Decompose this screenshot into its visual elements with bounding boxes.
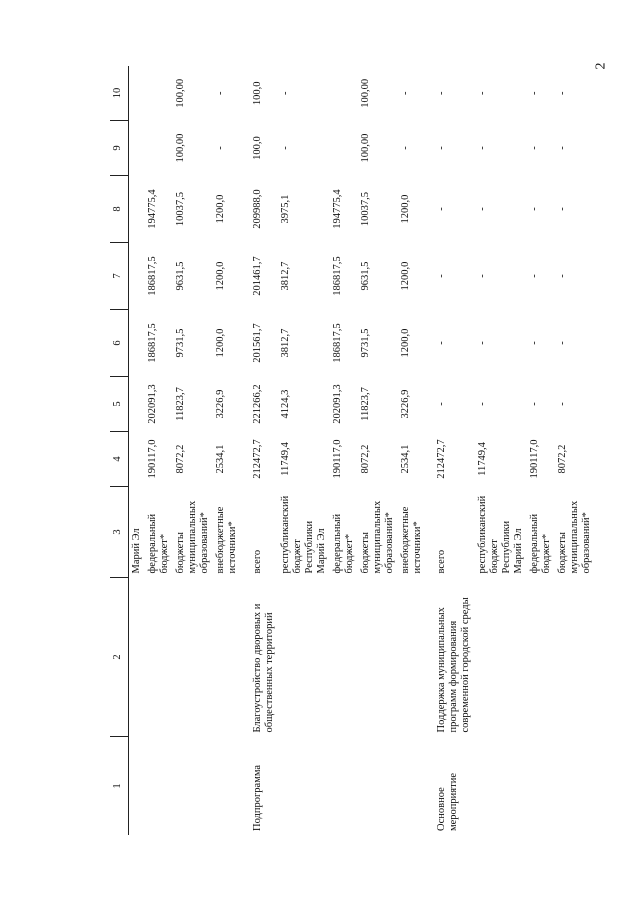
value-cell [129,66,146,121]
cell-c2 [330,578,358,737]
page-number: 2 [593,62,609,70]
value-cell: 9631,5 [360,261,371,291]
value-cell: - [476,341,488,345]
value-cell: 11749,4 [476,442,488,476]
value-cell: - [528,341,540,345]
value-cell: 201561,7 [251,323,263,363]
value-cell: - [400,146,412,150]
value-cell: - [279,146,291,150]
value-cell: - [476,91,488,95]
cell-c1: Подпрограмма [251,764,263,831]
value-cell [129,310,146,377]
cell-c3: бюджеты муниципальных образований* [360,500,396,574]
cell-c2: Благоустройство дворовых и общественных территорий [251,603,275,733]
value-cell: 221266,2 [251,384,263,424]
value-cell: 3975,1 [279,194,291,224]
cell-c1 [330,737,358,836]
value-cell: 3226,9 [215,389,227,419]
cell-c1 [145,737,173,836]
cell-c3: внебюджетные источники* [215,506,239,574]
value-cell: - [476,274,488,278]
value-cell: 1200,0 [215,194,227,224]
value-cell: 8072,2 [556,444,568,474]
col-header-1: 1 [110,737,129,836]
value-cell: 100,00 [360,78,371,108]
cell-c2 [475,578,527,737]
cell-c2 [129,578,146,737]
value-cell: 2534,1 [215,444,227,474]
value-cell: - [556,146,568,150]
value-cell: 100,0 [251,81,263,106]
cell-c1 [173,737,213,836]
value-cell: - [436,274,448,278]
value-cell: - [436,207,448,211]
value-cell: 212472,7 [251,439,263,479]
value-cell: 9731,5 [360,328,371,358]
value-cell: - [556,91,568,95]
value-cell: - [556,402,568,406]
cell-c2 [358,578,398,737]
value-cell: 3226,9 [400,389,412,419]
value-cell [145,121,173,176]
value-cell: - [528,402,540,406]
value-cell [129,176,146,243]
cell-c3: федеральный бюджет* [147,513,171,574]
cell-c1 [398,737,426,836]
cell-c1 [213,737,241,836]
cell-c3: бюджеты муниципальных образований* [556,500,592,574]
col-header-6: 6 [110,310,129,377]
col-header-2: 2 [110,578,129,737]
cell-c2 [213,578,241,737]
value-cell: - [215,146,227,150]
value-cell [330,121,358,176]
cell-c2 [173,578,213,737]
value-cell: 186817,5 [147,323,159,363]
cell-c2 [555,578,595,737]
col-header-7: 7 [110,243,129,310]
cell-c3: всего [436,549,448,574]
value-cell: 9631,5 [175,261,187,291]
value-cell: 3812,7 [279,261,291,291]
header-row [110,66,129,835]
table-row [527,66,555,835]
value-cell: - [400,91,412,95]
col-header-9: 9 [110,121,129,176]
value-cell: 100,0 [251,136,263,160]
value-cell: 202091,3 [147,384,159,424]
value-cell: - [436,402,448,406]
col-header-3: 3 [110,487,129,578]
value-cell: - [279,91,291,95]
value-cell: 8072,2 [175,444,187,474]
cell-c3: внебюджетные источники* [400,506,424,574]
value-cell: - [556,207,568,211]
value-cell: - [436,91,448,95]
value-cell [129,243,146,310]
table-row [242,66,278,835]
cell-c3: республиканский бюджет Республики Марий Эл [476,495,524,574]
value-cell: 3812,7 [279,328,291,358]
value-cell: - [436,146,448,150]
value-cell [330,66,358,121]
cell-c3: федеральный бюджет* [331,513,355,574]
value-cell: 190117,0 [528,439,540,479]
value-cell: 1200,0 [400,261,412,291]
value-cell: 202091,3 [331,384,343,424]
table-row [475,66,527,835]
value-cell: 1200,0 [400,194,412,224]
table-body [129,66,596,835]
cell-c3: бюджеты муниципальных образований* [175,500,211,574]
value-cell [145,66,173,121]
value-cell: - [528,91,540,95]
cell-c3: федеральный бюджет* [528,513,552,574]
value-cell: 4124,3 [279,389,291,419]
value-cell: - [476,402,488,406]
col-header-8: 8 [110,176,129,243]
value-cell [129,121,146,176]
table-row [173,66,213,835]
value-cell: 2534,1 [400,444,412,474]
table-row [358,66,398,835]
value-cell [129,432,146,487]
value-cell: 100,00 [360,133,371,163]
budget-table [110,66,595,835]
value-cell: 10037,5 [360,191,371,227]
cell-c3: всего [251,549,263,574]
value-cell [129,377,146,432]
table-row [330,66,358,835]
col-header-5: 5 [110,377,129,432]
value-cell: - [476,146,488,150]
table-row [426,66,474,835]
cell-c2 [145,578,173,737]
value-cell: - [436,341,448,345]
cell-c3: Марий Эл [131,528,142,574]
cell-c1 [129,737,146,836]
cell-c2: Поддержка муниципальных программ формирования современной городской среды [436,597,472,733]
table-row [555,66,595,835]
value-cell: - [556,341,568,345]
value-cell: 194775,4 [147,189,159,229]
value-cell: 201461,7 [251,256,263,296]
cell-c1 [555,737,595,836]
value-cell: - [528,146,540,150]
cell-c3: республиканский бюджет Республики Марий Эл [279,495,327,574]
cell-c2 [527,578,555,737]
value-cell: 209988,0 [251,189,263,229]
value-cell: 194775,4 [331,189,343,229]
cell-c1: Основное мероприятие [436,773,460,831]
cell-c2 [398,578,426,737]
cell-c1 [527,737,555,836]
value-cell: 1200,0 [215,261,227,291]
value-cell: 190117,0 [331,439,343,479]
value-cell: 11823,7 [360,387,371,421]
value-cell: - [476,207,488,211]
value-cell: 9731,5 [175,328,187,358]
value-cell: 1200,0 [215,328,227,358]
value-cell: 11823,7 [175,387,187,421]
value-cell: - [528,207,540,211]
cell-c2 [278,578,330,737]
cell-c1 [358,737,398,836]
value-cell: - [556,274,568,278]
table-row [213,66,241,835]
value-cell: - [528,274,540,278]
value-cell: 8072,2 [360,444,371,474]
cell-c1 [278,737,330,836]
value-cell: 11749,4 [279,442,291,476]
table-row [129,66,146,835]
value-cell: 100,00 [175,133,187,163]
value-cell: 100,00 [175,78,187,108]
value-cell: 212472,7 [436,439,448,479]
value-cell: 186817,5 [331,256,343,296]
value-cell: 10037,5 [175,191,187,227]
table-row [398,66,426,835]
value-cell: 186817,5 [147,256,159,296]
value-cell: 1200,0 [400,328,412,358]
value-cell: 186817,5 [331,323,343,363]
col-header-4: 4 [110,432,129,487]
table-row [145,66,173,835]
value-cell: - [215,91,227,95]
table-row [278,66,330,835]
col-header-10: 10 [110,66,129,121]
cell-c1 [475,737,527,836]
value-cell: 190117,0 [147,439,159,479]
